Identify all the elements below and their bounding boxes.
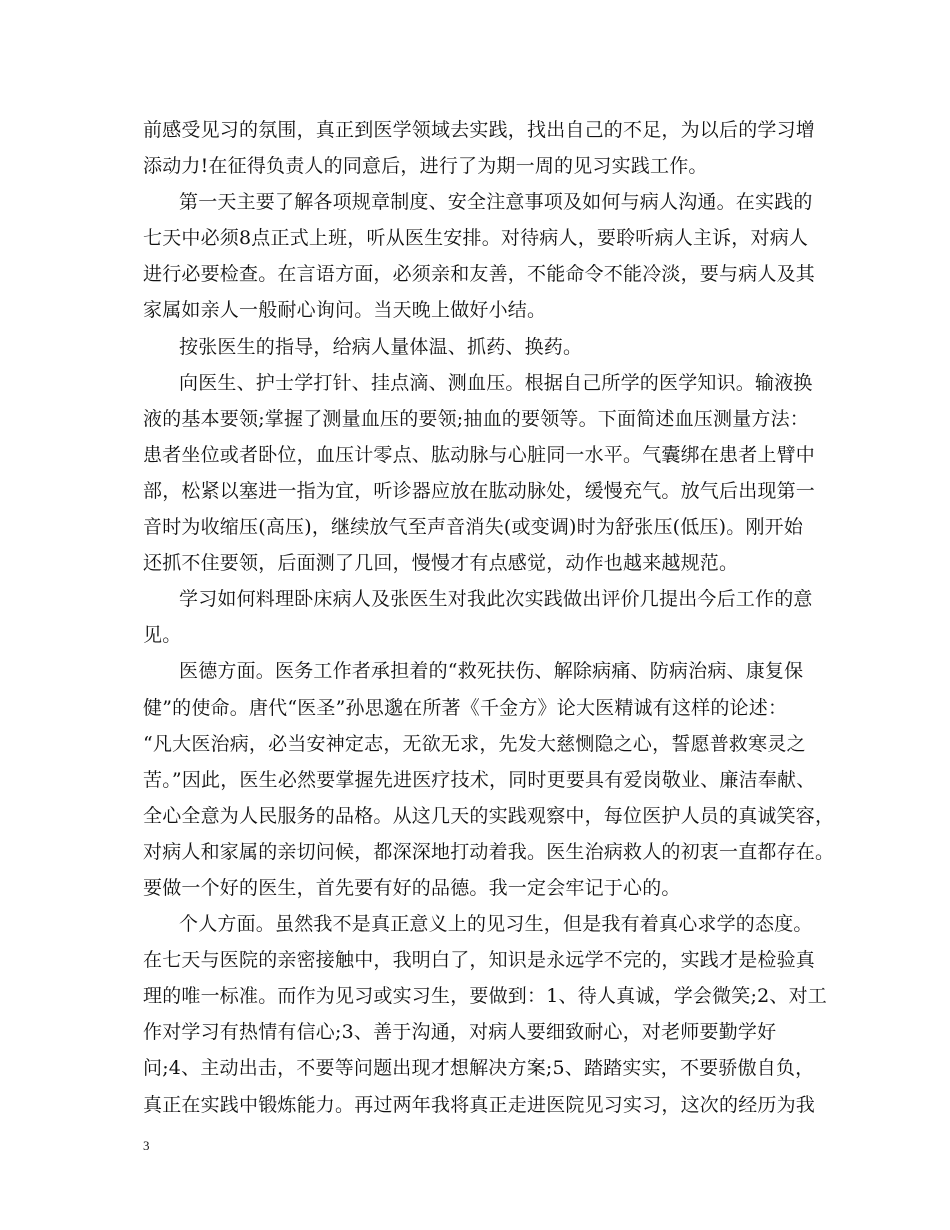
text-line: 前感受见习的氛围，真正到医学领域去实践，找出自己的不足，为以后的学习增 [143,119,816,141]
text-line: 第一天主要了解各项规章制度、安全注意事项及如何与病人沟通。在实践的 [179,191,813,214]
body-text [143,112,833,1123]
text-line: 进行必要检查。在言语方面，必须亲和友善，不能命令不能冷淡，要与病人及其 [143,263,816,286]
text-line: 健”的使命。唐代“医圣”孙思邈在所著《千金方》论大医精诚有这样的论述： [143,696,788,719]
text-line: 理的唯一标准。而作为见习或实习生，要做到：1、待人真诚，学会微笑;2、对工 [143,985,827,1008]
page-number: 3 [143,1138,150,1153]
text-line: 见。 [143,624,182,647]
text-line: 部，松紧以塞进一指为宜，听诊器应放在肱动脉处，缓慢充气。放气后出现第一 [143,479,816,502]
text-line: 液的基本要领;掌握了测量血压的要领;抽血的要领等。下面简述血压测量方法： [143,407,810,430]
text-line: 还抓不住要领，后面测了几回，慢慢才有点感觉，动作也越来越规范。 [143,552,739,575]
text-line: 七天中必须8点正式上班，听从医生安排。对待病人，要聆听病人主诉，对病人 [143,227,809,250]
text-line: 学习如何料理卧床病人及张医生对我此次实践做出评价几提出今后工作的意 [179,588,813,611]
text-line: “凡大医治病，必当安神定志，无欲无求，先发大慈恻隐之心，誓愿普救寒灵之 [143,732,806,755]
text-line: 个人方面。虽然我不是真正意义上的见习生，但是我有着真心求学的态度。 [179,913,813,936]
text-line: 要做一个好的医生，首先要有好的品德。我一定会牢记于心的。 [143,876,681,899]
text-line: 苦。”因此，医生必然要掌握先进医疗技术，同时更要具有爱岗敬业、廉洁奉献、 [143,768,816,791]
text-line: 问;4、主动出击，不要等问题出现才想解决方案;5、踏踏实实，不要骄傲自负， [143,1057,815,1080]
text-line: 在七天与医院的亲密接触中，我明白了，知识是永远学不完的，实践才是检验真 [143,949,816,972]
text-line: 按张医生的指导，给病人量体温、抓药、换药。 [179,335,583,358]
text-line: 真正在实践中锻炼能力。再过两年我将真正走进医院见习实习，这次的经历为我 [143,1093,816,1116]
text-line: 音时为收缩压(高压)，继续放气至声音消失(或变调)时为舒张压(低压)。刚开始 [143,516,804,539]
text-line: 添动力!在征得负责人的同意后，进行了为期一周的见习实践工作。 [143,155,708,178]
text-line: 医德方面。医务工作者承担着的“救死扶伤、解除病痛、防病治病、康复保 [179,660,804,683]
text-line: 向医生、护士学打针、挂点滴、测血压。根据自己所学的医学知识。输液换 [179,371,813,394]
text-line: 全心全意为人民服务的品格。从这几天的实践观察中，每位医护人员的真诚笑容， [143,804,835,827]
text-line: 患者坐位或者卧位，血压计零点、肱动脉与心脏同一水平。气囊绑在患者上臂中 [143,443,816,466]
text-line: 作对学习有热情有信心;3、善于沟通，对病人要细致耐心，对老师要勤学好 [143,1021,777,1044]
text-line: 家属如亲人一般耐心询问。当天晚上做好小结。 [143,299,547,322]
text-line: 对病人和家属的亲切问候，都深深地打动着我。医生治病救人的初衷一直都存在。 [143,840,835,863]
